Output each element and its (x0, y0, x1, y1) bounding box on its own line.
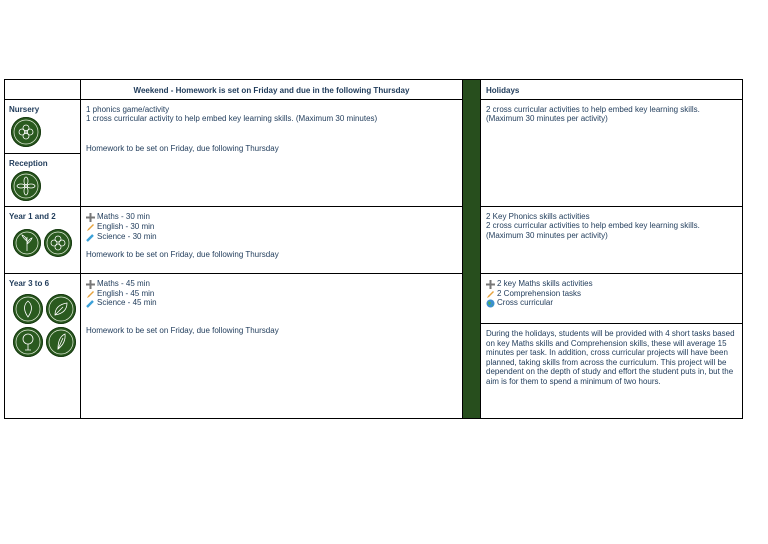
flower-badge-icon (44, 229, 72, 257)
header-weekend: Weekend - Homework is set on Friday and due in the following Thursday (133, 86, 410, 95)
year3-maths-item (86, 279, 150, 289)
year1-maths-item (86, 212, 150, 222)
feather-badge-icon (46, 327, 76, 357)
year3-holidays-para-cell (480, 323, 743, 419)
year1-science-item (86, 232, 157, 242)
nursery-label: Nursery (9, 105, 40, 114)
year1-holidays-line: (Maximum 30 minutes per activity) (486, 231, 608, 240)
year3-weekend-note: Homework to be set on Friday, due following Thursday (86, 326, 279, 335)
reception-label-cell (4, 153, 81, 207)
plus-icon (86, 280, 95, 289)
plant-badge-icon (13, 229, 41, 257)
header-holidays: Holidays (486, 86, 520, 95)
header-weekend-cell (80, 79, 463, 100)
homework-table (4, 79, 743, 419)
header-empty-cell (4, 79, 81, 100)
nursery-weekend-line: 1 phonics game/activity (86, 105, 170, 114)
plus-icon (86, 213, 95, 222)
nursery-holidays-cell (480, 99, 743, 207)
year1-label: Year 1 and 2 (9, 212, 56, 221)
item-label: Cross curricular (497, 298, 554, 307)
item-label: Science - 30 min (97, 232, 157, 241)
flower-badge-icon (11, 117, 41, 147)
plus-icon (486, 280, 495, 289)
item-label: 2 Comprehension tasks (497, 289, 582, 298)
year3-holidays-paragraph: During the holidays, students will be provided with 4 short tasks based on key Maths skills and Comprehension skills, these will average 15 minutes per task. In addition, cross curricular projects will have been planned, taking skills from across the curriculum. This project will be dependent on the depth of study and effort the student puts in, but the aim is for them to spend a minimum of two hours. (486, 329, 735, 386)
year1-english-item (86, 222, 154, 232)
year1-label-cell (4, 206, 81, 274)
header-holidays-cell (480, 79, 743, 100)
nursery-weekend-line: 1 cross curricular activity to help embed key learning skills. (Maximum 30 minutes) (86, 114, 378, 123)
nursery-holidays-line: (Maximum 30 minutes per activity) (486, 114, 608, 123)
year3-science-item (86, 298, 157, 308)
year3-holiday-maths-item (486, 279, 593, 289)
tree-badge-icon (13, 327, 43, 357)
item-label: Science - 45 min (97, 298, 157, 307)
pencil-icon (86, 223, 95, 232)
globe-icon (486, 299, 495, 308)
year3-label-cell (4, 273, 81, 419)
year3-label: Year 3 to 6 (9, 279, 50, 288)
seed-badge-icon (13, 294, 43, 324)
test-tube-icon (86, 233, 95, 242)
column-divider-bar (462, 79, 481, 419)
year3-holiday-cross-item (486, 298, 553, 308)
item-label: Maths - 45 min (97, 279, 150, 288)
year3-weekend-cell (80, 273, 463, 419)
year1-holidays-line: 2 cross curricular activities to help embed key learning skills. (486, 221, 700, 230)
nursery-holidays-line: 2 cross curricular activities to help embed key learning skills. (486, 105, 700, 114)
nursery-weekend-cell (80, 99, 463, 207)
year1-weekend-note: Homework to be set on Friday, due following Thursday (86, 250, 279, 259)
flower-badge-icon (11, 171, 41, 201)
year3-holidays-items-cell (480, 273, 743, 324)
nursery-label-cell (4, 99, 81, 154)
year1-weekend-cell (80, 206, 463, 274)
item-label: English - 45 min (97, 289, 155, 298)
item-label: Maths - 30 min (97, 212, 150, 221)
item-label: English - 30 min (97, 222, 155, 231)
leaf-badge-icon (46, 294, 76, 324)
nursery-weekend-note: Homework to be set on Friday, due following Thursday (86, 144, 279, 153)
item-label: 2 key Maths skills activities (497, 279, 593, 288)
year1-holidays-cell (480, 206, 743, 274)
reception-label: Reception (9, 159, 48, 168)
test-tube-icon (86, 299, 95, 308)
year1-holidays-line: 2 Key Phonics skills activities (486, 212, 590, 221)
